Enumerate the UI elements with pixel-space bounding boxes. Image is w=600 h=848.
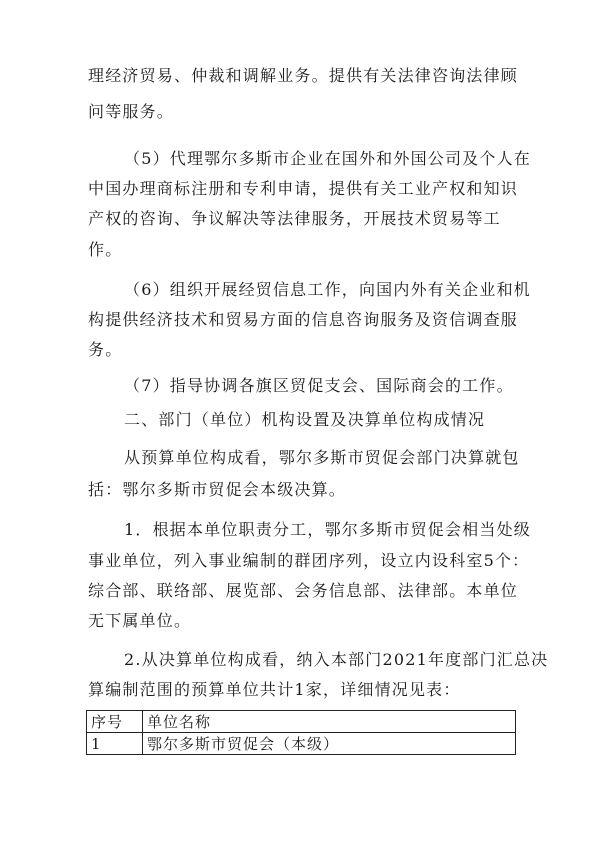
text-line: 务。	[88, 340, 123, 359]
table-cell: 1	[87, 733, 143, 755]
text-line: 产权的咨询、争议解决等法律服务，开展技术贸易等工	[88, 209, 501, 228]
table-header-cell: 单位名称	[143, 711, 516, 733]
text-line: 算编制范围的预算单位共计1家，详细情况见表：	[88, 680, 461, 699]
text-line: 综合部、联络部、展览部、会务信息部、法律部。本单位	[88, 581, 519, 600]
table-cell: 鄂尔多斯市贸促会（本级）	[143, 733, 516, 755]
section-heading: 二、部门（单位）机构设置及决算单位构成情况	[124, 410, 486, 429]
table-header-cell: 序号	[87, 711, 143, 733]
text-line: 括：鄂尔多斯市贸促会本级决算。	[88, 480, 347, 499]
text-line: 1．根据本单位职责分工，鄂尔多斯市贸促会相当处级	[124, 520, 531, 539]
text-line: 问等服务。	[88, 102, 175, 121]
text-line: 中国办理商标注册和专利申请，提供有关工业产权和知识	[88, 179, 519, 198]
text-line: 无下属单位。	[88, 611, 192, 630]
table-row	[87, 733, 516, 755]
text-line: 作。	[88, 240, 123, 259]
text-line: （7）指导协调各旗区贸促支会、国际商会的工作。	[124, 376, 514, 395]
unit-table	[86, 710, 516, 755]
text-line: 从预算单位构成看，鄂尔多斯市贸促会部门决算就包	[124, 448, 520, 467]
text-line: 2.从决算单位构成看，纳入本部门2021年度部门汇总决	[124, 650, 549, 669]
table-header-row	[87, 711, 516, 733]
text-line: （5）代理鄂尔多斯市企业在国外和外国公司及个人在	[124, 149, 531, 168]
text-line: （6）组织开展经贸信息工作，向国内外有关企业和机	[124, 280, 531, 299]
text-line: 构提供经济技术和贸易方面的信息咨询服务及资信调查服	[88, 310, 519, 329]
text-line: 事业单位，列入事业编制的群团序列，设立内设科室5个：	[88, 551, 530, 570]
text-line: 理经济贸易、仲裁和调解业务。提供有关法律咨询法律顾	[88, 66, 519, 85]
